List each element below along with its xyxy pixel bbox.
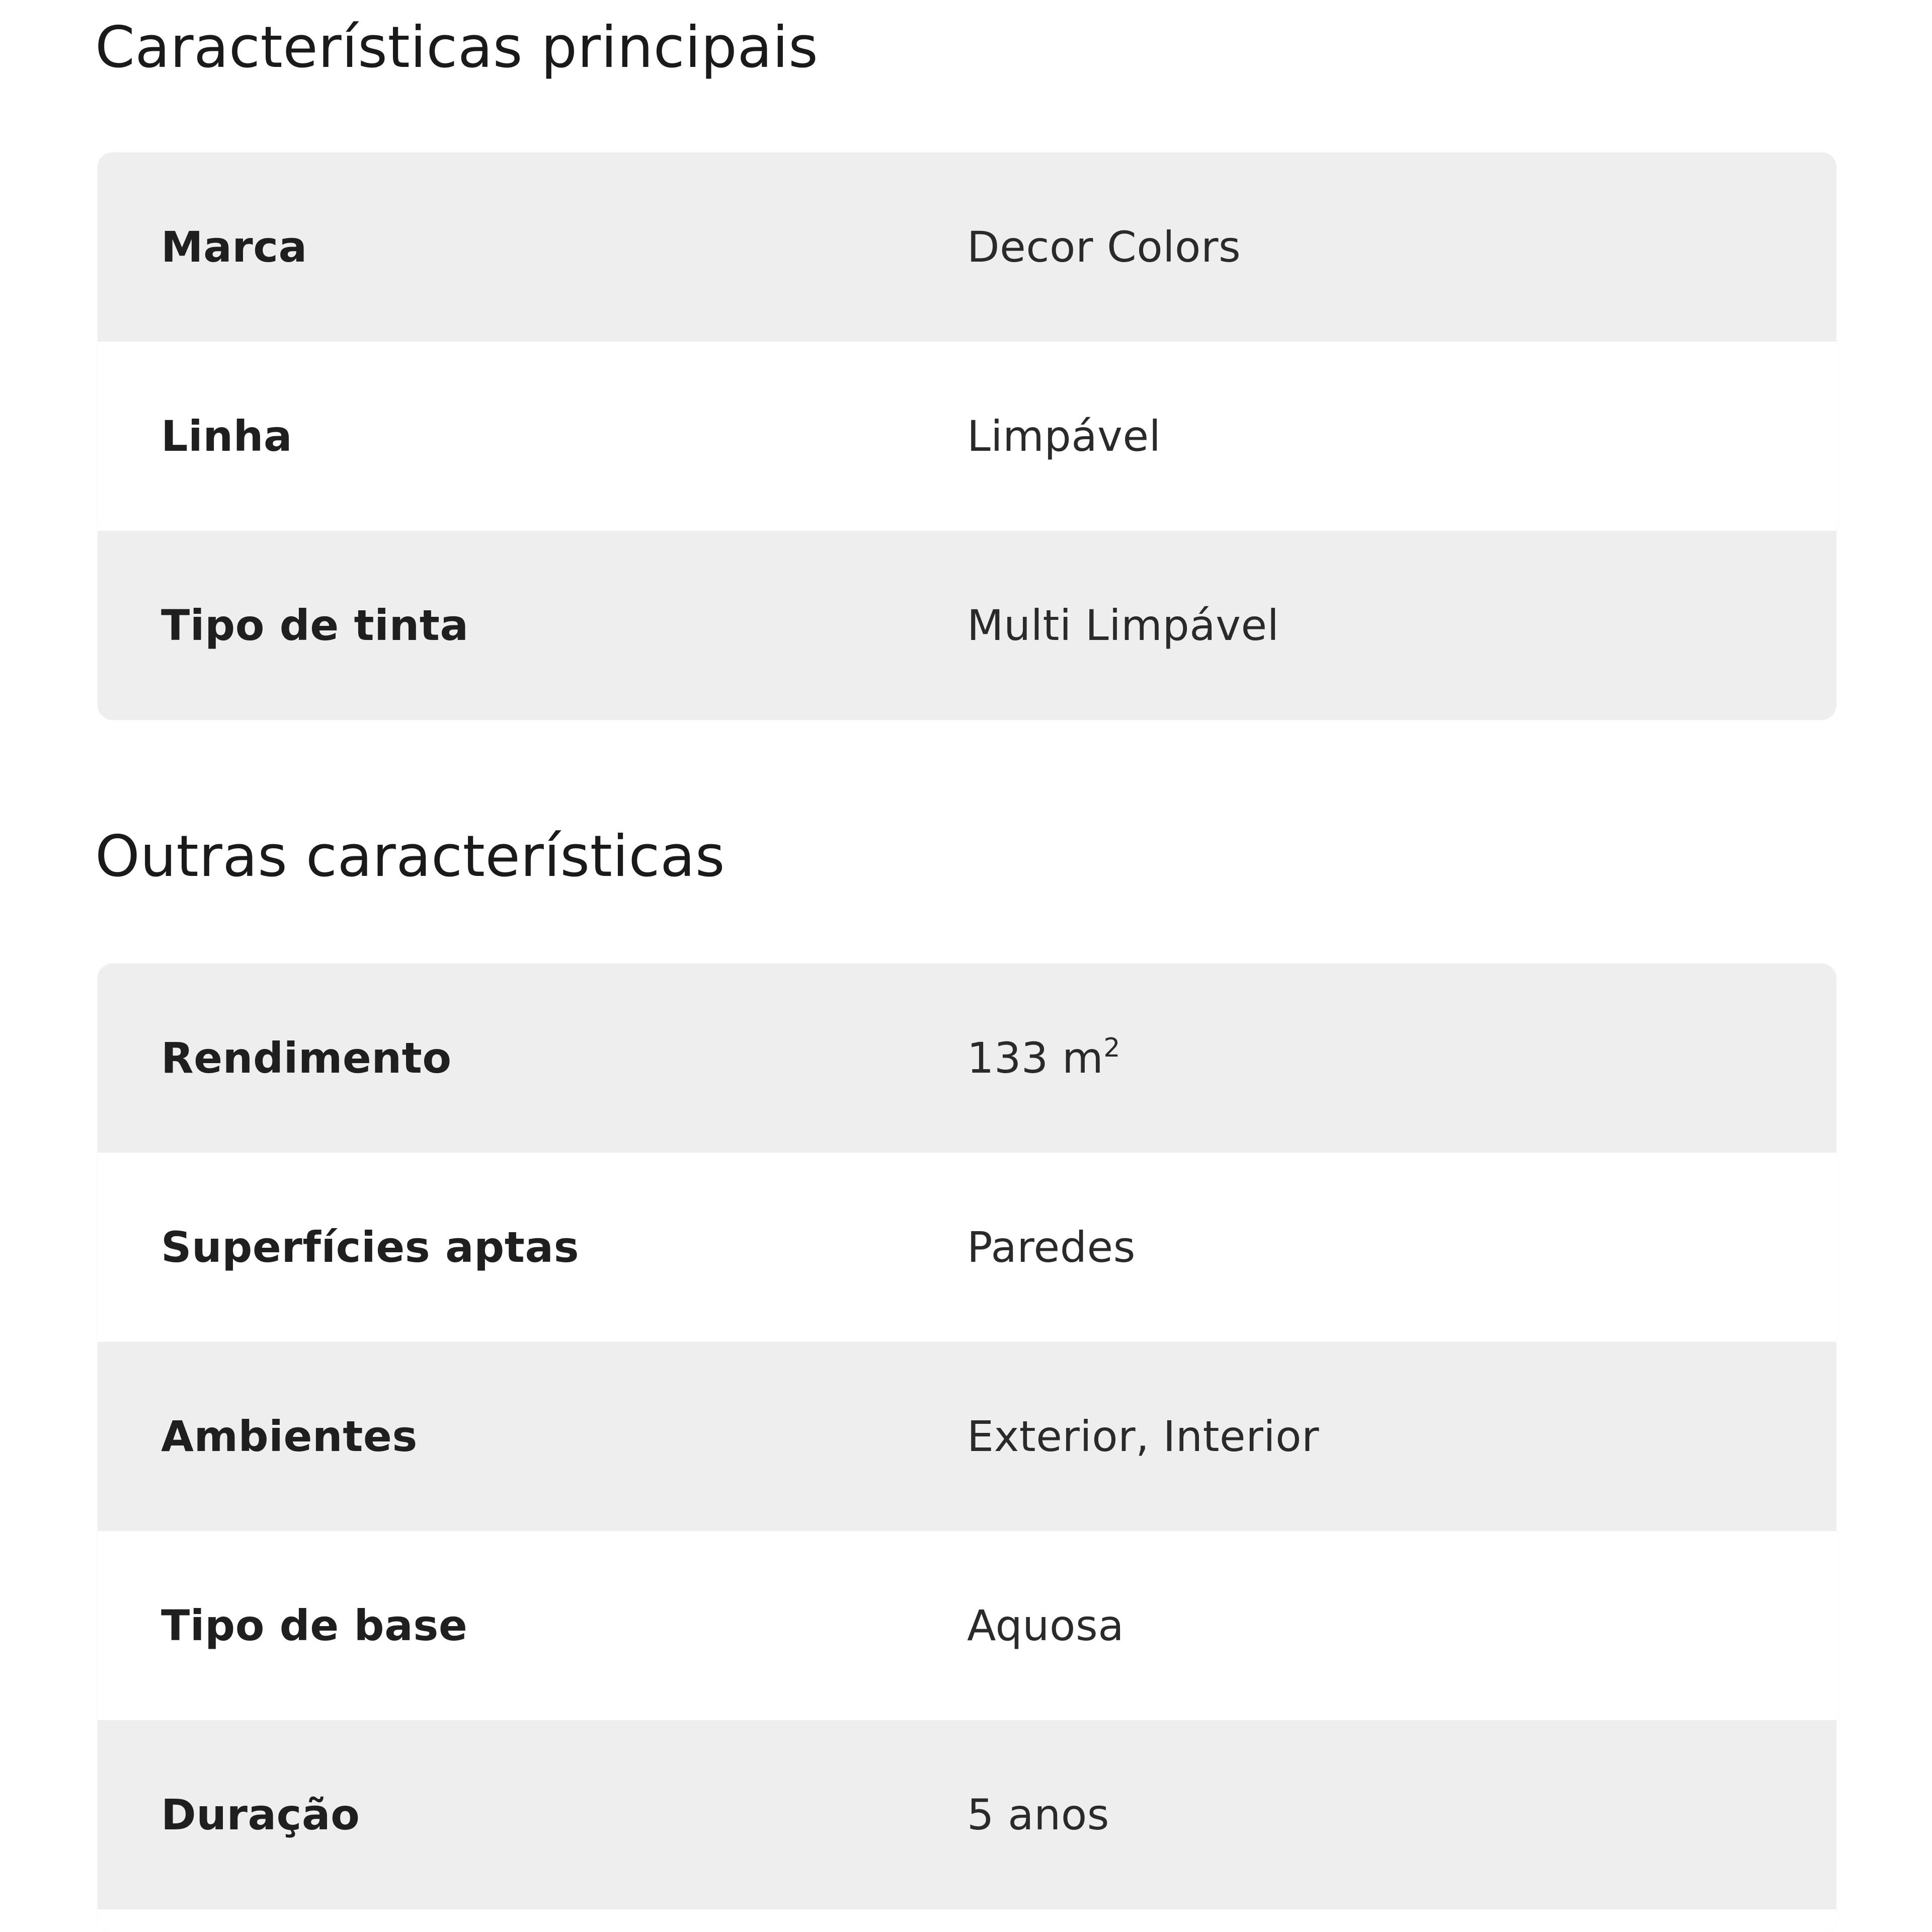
- spec-value: [967, 1033, 1836, 1083]
- spec-label: Duração: [161, 1790, 360, 1839]
- spec-row-next-partial: [98, 1909, 1836, 1932]
- spec-value: Paredes: [967, 1223, 1136, 1272]
- spec-label: Ambientes: [161, 1412, 418, 1461]
- spec-label: Linha: [161, 412, 293, 461]
- coverage-value: 133 m: [967, 1033, 1104, 1083]
- spec-row-brand: [98, 152, 1836, 342]
- spec-row-environments: [98, 1342, 1836, 1531]
- spec-value: Decor Colors: [967, 222, 1241, 272]
- main-characteristics-table: [98, 152, 1836, 720]
- spec-label: Tipo de tinta: [161, 601, 469, 650]
- main-characteristics-title: Características principais: [95, 14, 819, 80]
- spec-value: Multi Limpável: [967, 601, 1279, 650]
- spec-value: 5 anos: [967, 1790, 1110, 1839]
- spec-row-surfaces: [98, 1153, 1836, 1342]
- spec-row-coverage: [98, 963, 1836, 1153]
- other-characteristics-table: [98, 963, 1836, 1932]
- spec-row-paint-type: [98, 531, 1836, 720]
- unit-superscript: 2: [1103, 1033, 1120, 1063]
- spec-value: Limpável: [967, 412, 1161, 461]
- spec-row-base-type: [98, 1531, 1836, 1720]
- spec-value: Exterior, Interior: [967, 1412, 1320, 1461]
- spec-label: Rendimento: [161, 1033, 452, 1083]
- spec-row-duration: [98, 1720, 1836, 1909]
- spec-label: Superfícies aptas: [161, 1223, 580, 1272]
- spec-row-line: [98, 342, 1836, 531]
- spec-label: Marca: [161, 222, 307, 272]
- other-characteristics-title: Outras características: [95, 823, 726, 890]
- spec-value: Aquosa: [967, 1601, 1124, 1650]
- spec-label: Tipo de base: [161, 1601, 468, 1650]
